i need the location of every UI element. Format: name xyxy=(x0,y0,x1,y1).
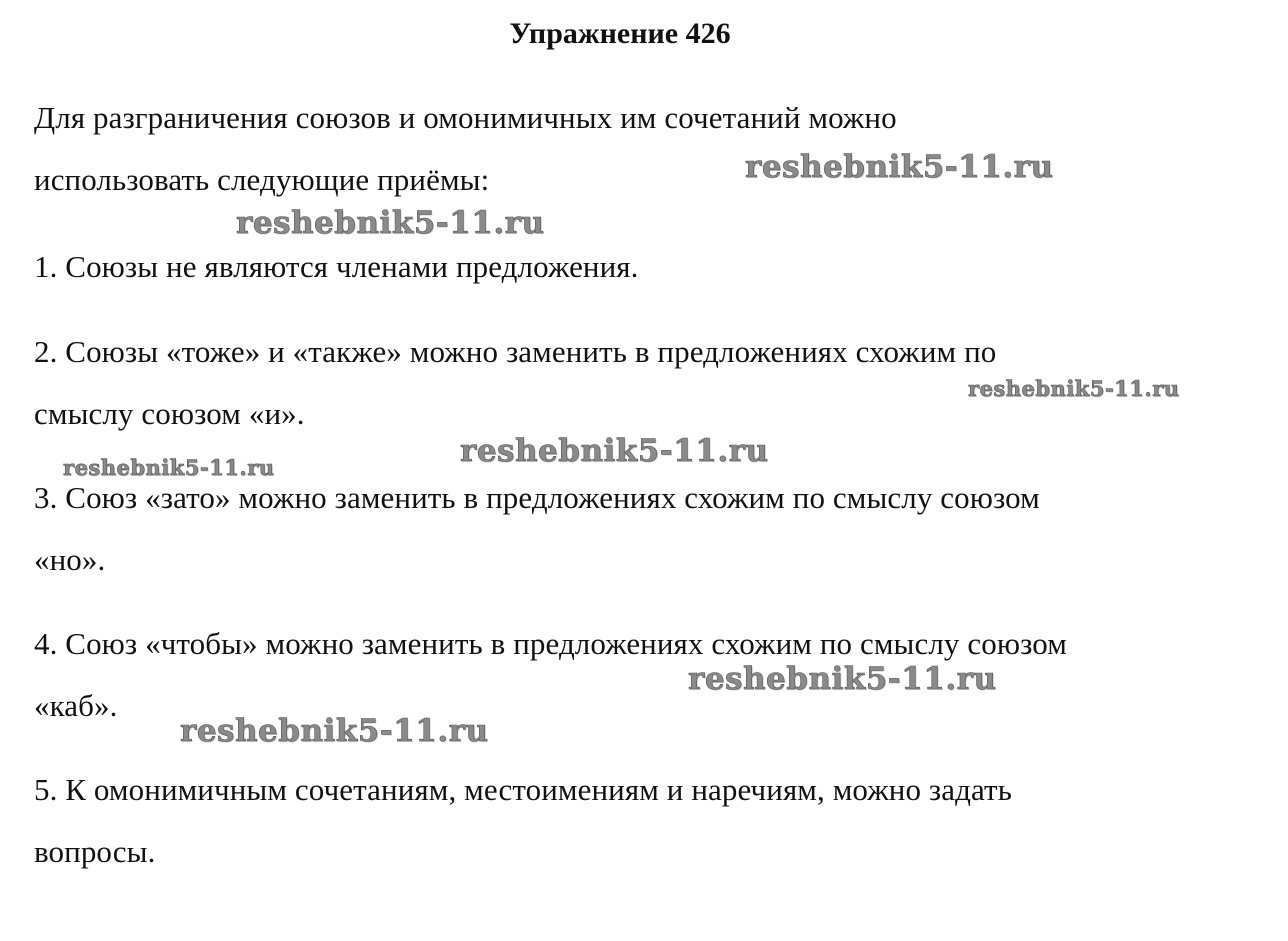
intro-line-1: Для разграничения союзов и омонимичных им сочетаний можно xyxy=(34,100,897,135)
item-2-line-1: 2. Союзы «тоже» и «также» можно заменить в предложениях схожим по xyxy=(34,334,997,369)
watermark: reshebnik5-11.ru xyxy=(180,713,489,749)
item-4-line-2: «каб». xyxy=(34,688,118,723)
item-4-line-1: 4. Союз «чтобы» можно заменить в предложениях схожим по смыслу союзом xyxy=(34,626,1067,661)
intro-line-2: использовать следующие приёмы: xyxy=(34,162,490,197)
watermark: reshebnik5-11.ru xyxy=(236,205,545,241)
watermark: reshebnik5-11.ru xyxy=(63,455,275,480)
item-3-line-1: 3. Союз «зато» можно заменить в предложениях схожим по смыслу союзом xyxy=(34,480,1040,515)
item-5-line-1: 5. К омонимичным сочетаниям, местоимениям и наречиям, можно задать xyxy=(34,772,1012,807)
exercise-title: Упражнение 426 xyxy=(509,17,731,50)
watermark: reshebnik5-11.ru xyxy=(688,661,997,697)
item-5-line-2: вопросы. xyxy=(34,834,156,869)
watermark: reshebnik5-11.ru xyxy=(460,433,769,469)
item-3-line-2: «но». xyxy=(34,542,106,577)
item-1-line-1: 1. Союзы не являются членами предложения. xyxy=(34,249,639,284)
watermark: reshebnik5-11.ru xyxy=(745,149,1054,185)
item-2-line-2: смыслу союзом «и». xyxy=(34,396,305,431)
watermark: reshebnik5-11.ru xyxy=(968,376,1180,401)
